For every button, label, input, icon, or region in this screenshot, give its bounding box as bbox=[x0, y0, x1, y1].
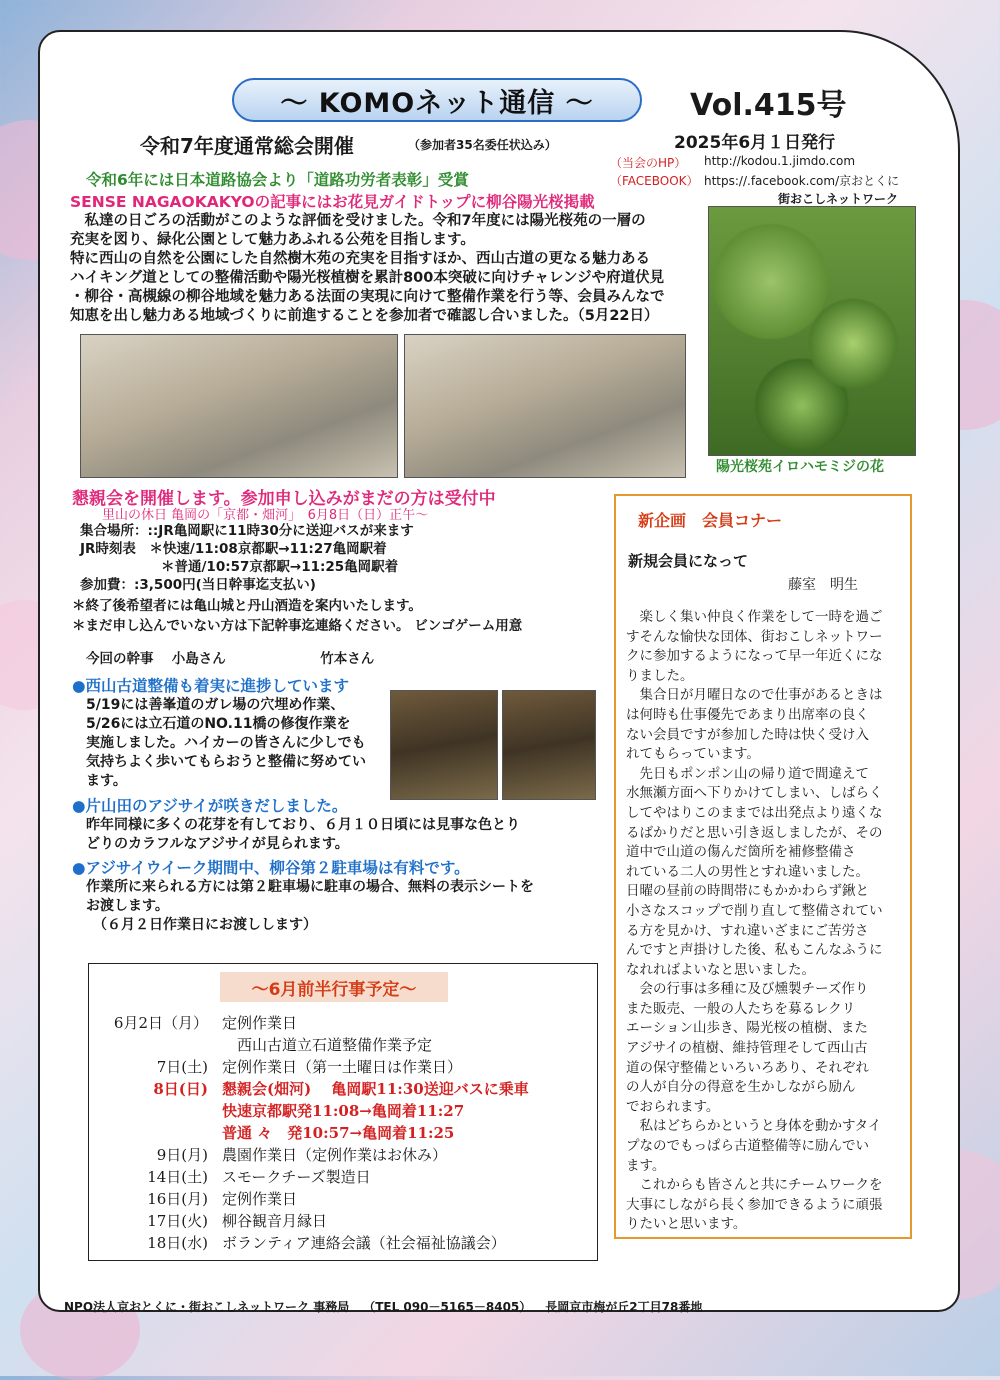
schedule-date: 18日(水) bbox=[147, 1234, 208, 1252]
essay-line: 私はどちらかというと身体を動かすタイ bbox=[626, 1118, 882, 1135]
schedule-date: 6月2日（月） bbox=[113, 1014, 208, 1032]
trail-heading: ●西山古道整備も着実に進捗しています bbox=[72, 677, 350, 695]
essay-line: りました。 bbox=[626, 667, 694, 684]
essay-line: 小さなスコップで削り直して整備されてい bbox=[626, 902, 883, 919]
meeting-body: 私達の日ごろの活動がこのような評価を受けました。令和7年度には陽光桜苑の一層の 充実を図り、緑化公園として魅力あふれる公苑を目指します。 特に西山の自然を公園にした自然樹木苑の充実を目指すほか、西山古道の更なる魅力ある ハイキング道としての整備活動や陽光桜植樹を累計800本突破に向けチャレンジや府道伏見 ・柳谷・高槻線の柳谷地域を魅力ある法面の実現に向けて整備作業を行う等、会員みんなで 知恵を出し魅力ある地域づくりに前進することを参加者で確認し合いました。（5月22日） bbox=[70, 213, 665, 324]
hydrangea-heading: ●片山田のアジサイが咲きだしました。 bbox=[72, 797, 348, 815]
schedule-title: ～6月前半行事予定～ bbox=[220, 972, 448, 1002]
essay-line: クに参加するようになって早一年近くにな bbox=[626, 648, 883, 665]
essay-line: 会の行事は多種に及び燻製チーズ作り bbox=[626, 981, 869, 998]
meeting-note: （参加者35名委任状込み） bbox=[408, 138, 557, 152]
essay-line: れている二人の男性とすれ違いました。 bbox=[626, 863, 869, 880]
schedule-event: 快速京都駅発11:08→亀岡着11:27 bbox=[222, 1102, 465, 1120]
facebook-url[interactable]: https://.facebook.com/京おとくに bbox=[704, 174, 900, 188]
meeting-heading: 令和7年度通常総会開催 bbox=[140, 134, 354, 158]
essay-line: 楽しく集い仲良く作業をして一時を過ご bbox=[626, 609, 883, 625]
schedule-date: 16日(月) bbox=[147, 1190, 208, 1208]
hydrangea-body: 昨年同様に多くの花芽を有しており、６月１０日頃には見事な色とり どりのカラフルなアジサイが見られます。 bbox=[72, 817, 520, 852]
essay-title: 新規会員になって bbox=[628, 552, 749, 570]
volume-number: Vol.415号 bbox=[690, 88, 847, 123]
schedule-date: 7日(土) bbox=[156, 1058, 208, 1076]
essay-line: してやはりこのままでは出発点より遠くな bbox=[626, 804, 883, 821]
party-notes: ＊終了後希望者には亀山城と丹山酒造を案内いたします。 ＊まだ申し込んでいない方は下記幹事迄連絡ください。 ビンゴゲーム用意 bbox=[72, 598, 523, 634]
essay-line: ます。 bbox=[626, 1157, 666, 1174]
facebook-name: 街おこしネットワーク bbox=[778, 190, 898, 209]
essay-author: 藤室 明生 bbox=[788, 577, 858, 593]
parking-heading: ●アジサイウイーク期間中、柳谷第２駐車場は有料です。 bbox=[72, 859, 470, 877]
essay-body bbox=[626, 608, 908, 1235]
schedule-date: 14日(土) bbox=[147, 1168, 208, 1186]
essay-line: 道の保守整備といろいろあり、それぞれ bbox=[626, 1059, 869, 1076]
schedule-event: 定例作業日 bbox=[222, 1190, 298, 1208]
essay-line: これからも皆さんと共にチームワークを bbox=[626, 1177, 883, 1194]
essay-line: る方を見かけ、すれ違いざまにご苦労さ bbox=[626, 922, 869, 939]
essay-line: 道中で山道の傷んだ箇所を補修整備さ bbox=[626, 844, 856, 861]
schedule-date: 9日(月) bbox=[156, 1146, 208, 1164]
maple-caption: 陽光桜苑イロハモミジの花 bbox=[716, 459, 884, 475]
schedule-event: 普通 々 発10:57→亀岡着11:25 bbox=[222, 1124, 455, 1142]
schedule-event: 農園作業日（定例作業はお休み） bbox=[222, 1146, 448, 1164]
member-corner-title: 新企画 会員コナー bbox=[638, 511, 783, 530]
party-sub: 里山の休日 亀岡の「京都・畑河」 6月8日（日）正午～ bbox=[102, 508, 429, 523]
essay-line: 日曜の昼前の時間帯にもかかわらず鍬と bbox=[626, 883, 869, 900]
schedule-event: 定例作業日（第一土曜日は作業日） bbox=[222, 1058, 463, 1076]
essay-line: れてもらっています。 bbox=[626, 746, 760, 763]
essay-line: 水無瀬方面へ下りかけてしまい、しばらく bbox=[626, 785, 883, 802]
footer-tel: （TEL 090－5165－8405） bbox=[363, 1299, 532, 1314]
essay-line: は何時も仕事優先であまり出席率の良く bbox=[626, 706, 869, 723]
essay-line: るばかりだと思い引き返しましたが、その bbox=[626, 824, 883, 841]
essay-line: エーション山歩き、陽光桜の植樹、また bbox=[626, 1020, 868, 1037]
footer-org: NPO法人京おとくに・街おこしネットワーク 事務局 bbox=[64, 1299, 350, 1314]
meeting-photo-left bbox=[80, 334, 398, 478]
essay-line: アジサイの植樹、維持管理そして西山古 bbox=[626, 1040, 868, 1057]
essay-line: でおられます。 bbox=[626, 1098, 720, 1115]
schedule-event: ボランティア連絡会議（社会福祉協議会） bbox=[222, 1234, 506, 1252]
essay-line: 大事にしながら長く参加できるように頑張 bbox=[626, 1196, 883, 1213]
hp-url[interactable]: http://kodou.1.jimdo.com bbox=[704, 154, 856, 168]
footer-address: 長岡京市梅が丘2丁目78番地 bbox=[545, 1299, 703, 1314]
essay-line: んですと声掛けした後、私もこんなふうに bbox=[626, 942, 883, 959]
newsletter-title: ～ KOMOネット通信 ～ bbox=[232, 78, 642, 122]
party-details: 集合場所：::JR亀岡駅に11時30分に送迎バスが来ます JR時刻表 ＊快速/11:08京都駅→11:27亀岡駅着 ＊普通/10:57京都駅→11:25亀岡駅着 参加費：:3,500円(当日幹事迄支払い) bbox=[80, 523, 414, 593]
party-heading: 懇親会を開催します。参加申し込みがまだの方は受付中 bbox=[72, 489, 496, 509]
trail-body: 5/19には善峯道のガレ場の穴埋め作業、 5/26には立石道のNO.11橋の修復作業を 実施しました。ハイカーの皆さんに少しでも 気持ちよく歩いてもらおうと整備に努めてい ます。 bbox=[86, 697, 366, 789]
essay-line: プなのでもっぱら古道整備等に励んでい bbox=[626, 1138, 869, 1155]
essay-line: 集合日が月曜日なので仕事があるときは bbox=[626, 687, 883, 704]
schedule-event: 懇親会(畑河) 亀岡駅11:30送迎バスに乗車 bbox=[222, 1080, 529, 1098]
meeting-photo-right bbox=[404, 334, 686, 478]
sense-line: SENSE NAGAOKAKYOの記事にはお花見ガイドトップに柳谷陽光桜掲載 bbox=[70, 193, 595, 211]
trail-photo-right bbox=[502, 690, 596, 800]
schedule-date: 17日(火) bbox=[147, 1212, 208, 1230]
party-organizers: 今回の幹事 小島さん 竹本さん bbox=[86, 651, 375, 667]
hp-label: （当会のHP） bbox=[610, 156, 687, 170]
essay-line: ない会員ですが参加した時は快く受け入 bbox=[626, 726, 869, 743]
footer bbox=[64, 1294, 946, 1318]
parking-body: 作業所に来られる方には第２駐車場に駐車の場合、無料の表示シートを お渡します。 （６月２日作業日にお渡しします） bbox=[72, 879, 534, 933]
facebook-label: （FACEBOOK） bbox=[610, 174, 699, 188]
schedule-event: スモークチーズ製造日 bbox=[222, 1168, 371, 1186]
trail-photo-left bbox=[390, 690, 498, 800]
maple-flower-photo bbox=[708, 206, 916, 456]
essay-line: りたいと思います。 bbox=[626, 1216, 747, 1233]
schedule-event: 柳谷観音月縁日 bbox=[222, 1212, 328, 1230]
issue-date: 2025年6月１日発行 bbox=[674, 133, 836, 153]
essay-line: すそんな愉快な団体、街おこしネットワー bbox=[626, 628, 883, 645]
essay-line: 先日もポンポン山の帰り道で間違えて bbox=[626, 765, 869, 782]
essay-line: また販売、一般の人たちを募るレクリ bbox=[626, 1000, 856, 1017]
schedule-event: 定例作業日 bbox=[222, 1014, 298, 1032]
essay-line: なれればよいなと思いました。 bbox=[626, 961, 815, 978]
essay-line: の人が自分の得意を生かしながら励ん bbox=[626, 1079, 856, 1096]
schedule-date: 8日(日) bbox=[153, 1080, 208, 1098]
award-line: 令和6年には日本道路協会より「道路功労者表彰」受賞 bbox=[86, 171, 469, 189]
schedule-event: 西山古道立石道整備作業予定 bbox=[222, 1036, 433, 1054]
